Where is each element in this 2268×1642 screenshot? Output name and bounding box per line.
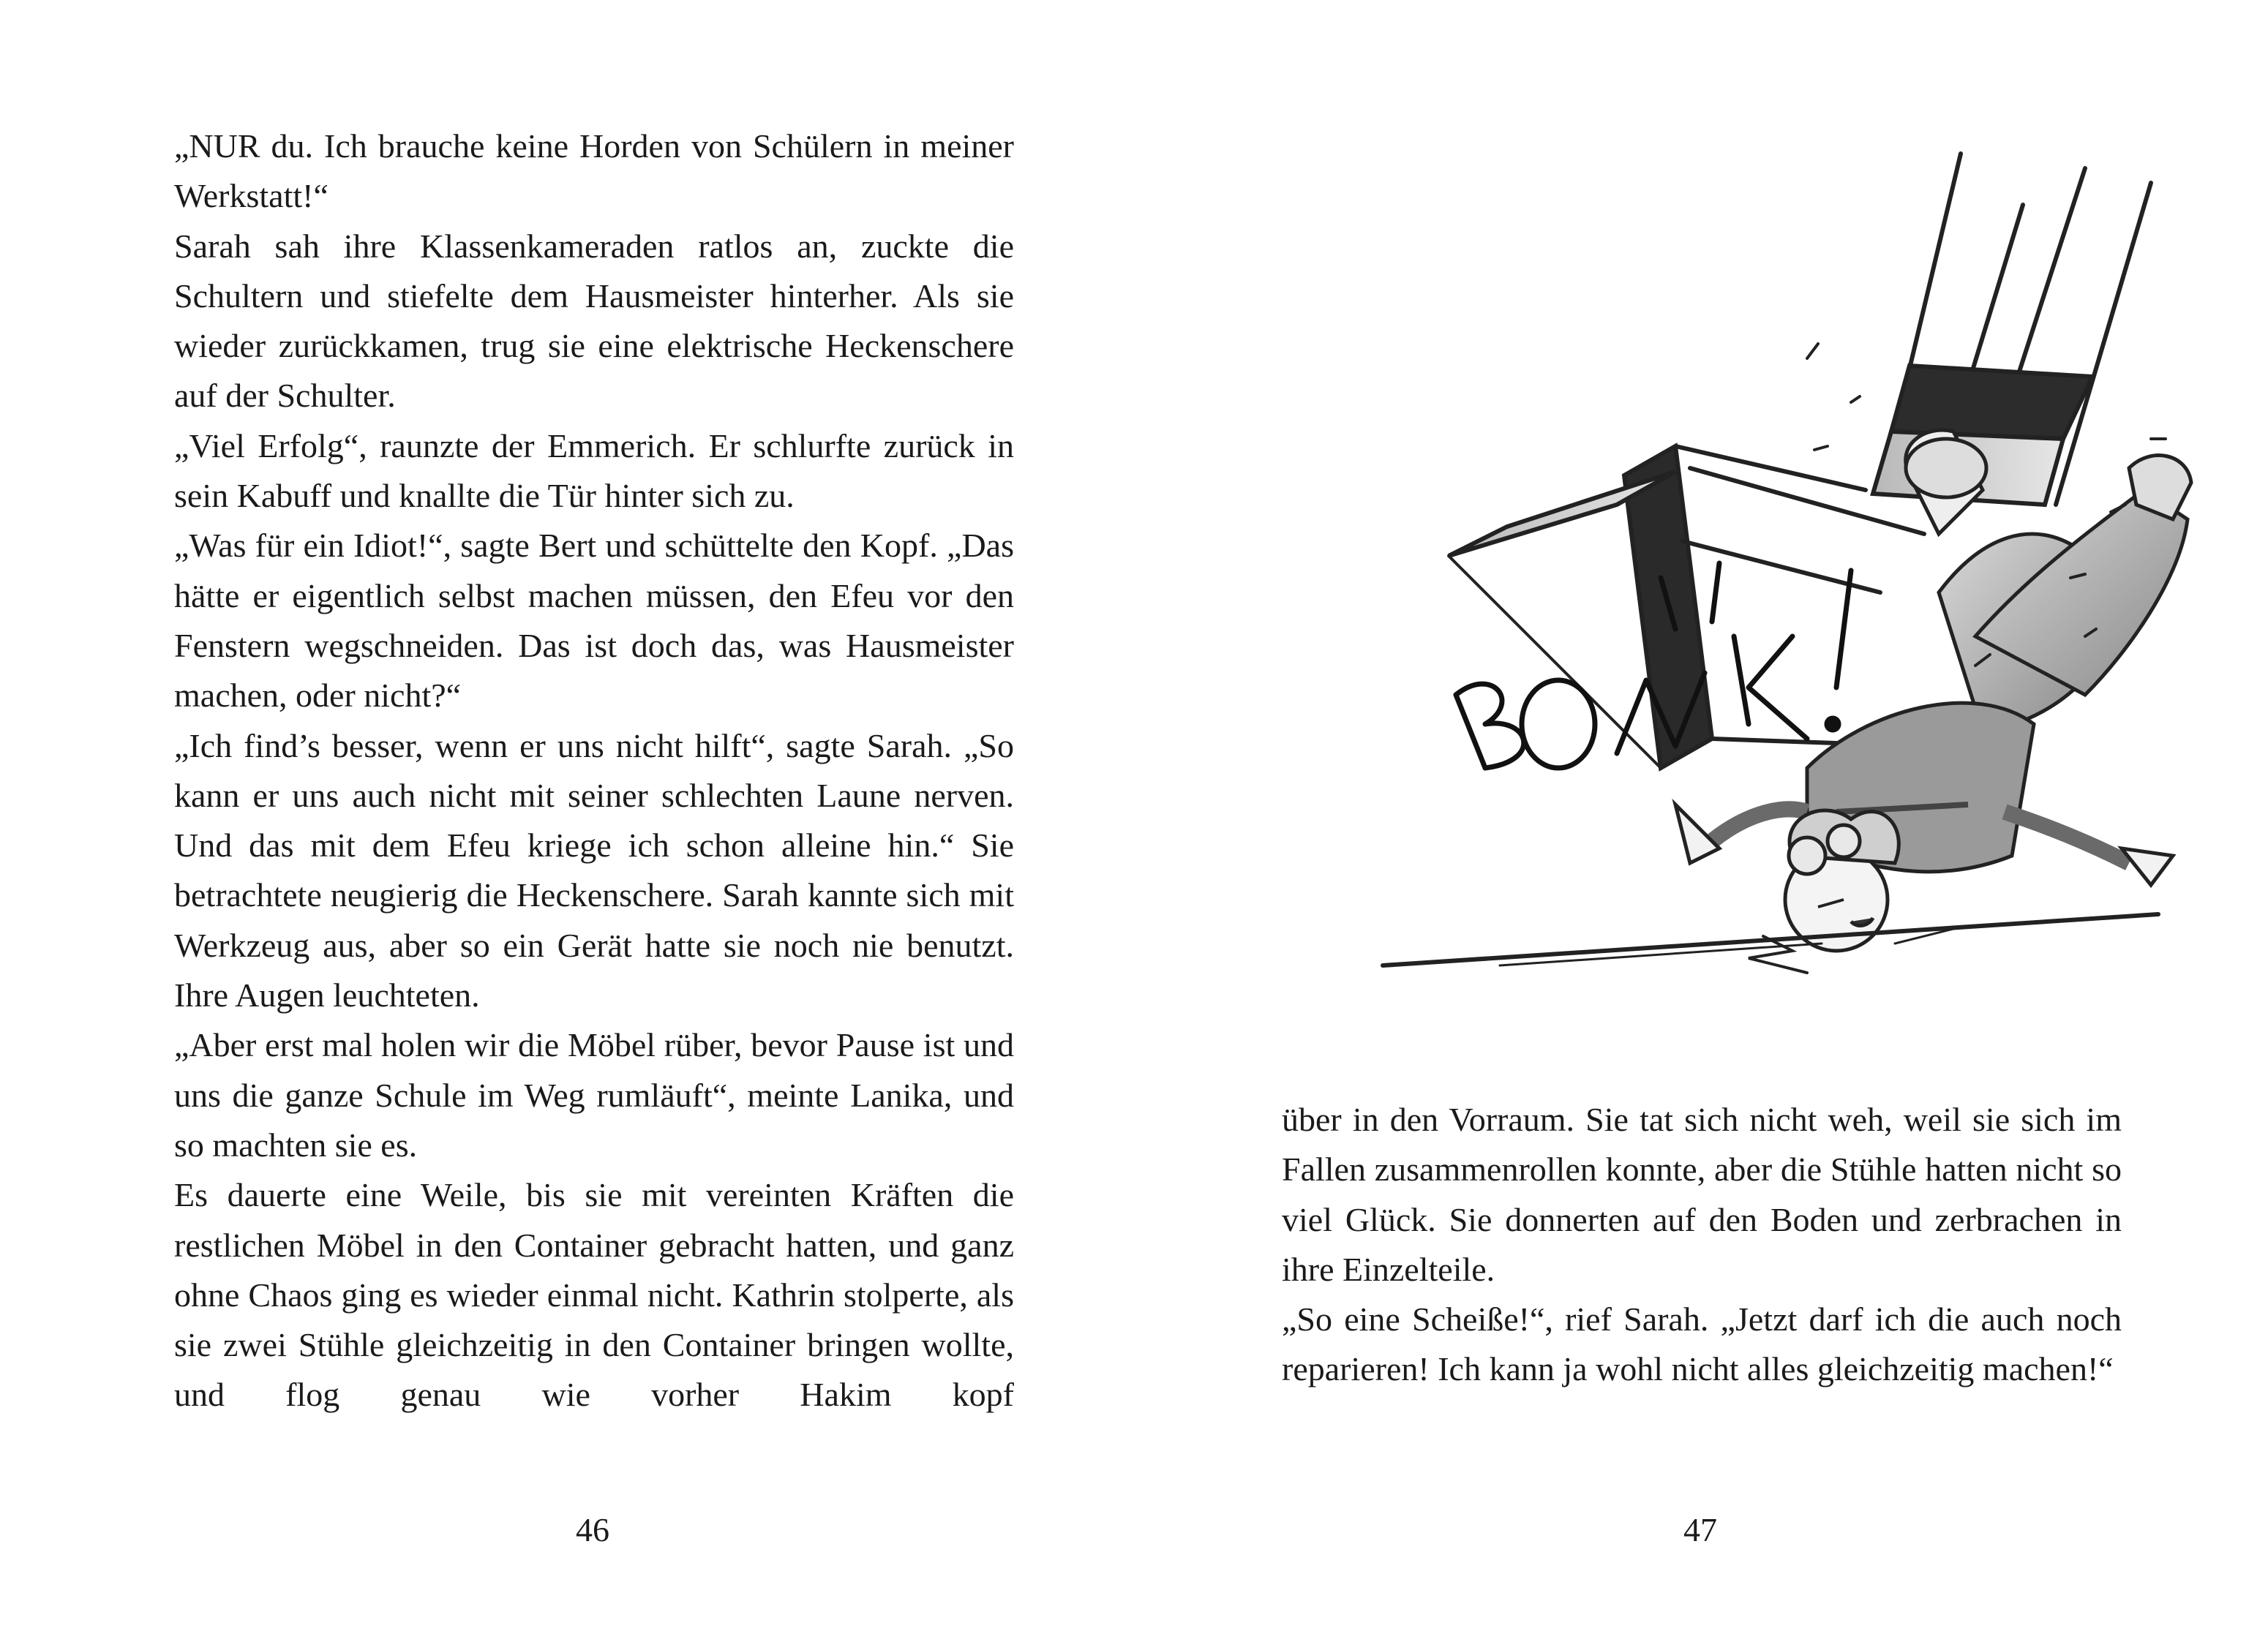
left-page-text [174,121,1014,1420]
girl-head [1785,810,1899,951]
page-number: 46 [576,1511,609,1548]
floor-lines [1383,914,2158,973]
right-page [1134,0,2268,1642]
right-page-text [1282,1095,2122,1395]
illustration-drawing [1207,124,2195,1002]
paragraph: Es dauerte eine Weile, bis sie mit vereinten Kräften die restlichen Möbel in den Container gebracht hatten, und ganz ohne Chaos ging es wieder einmal nicht. Kathrin stolperte, als sie zwei Stühle gleichzeitig in den Container bringen wollte, und flog genau wie vorher Hakim kopf [174,1176,1014,1414]
girl-torso [1675,703,2173,885]
paragraph: „Viel Erfolg“, raunzte der Emmerich. Er schlurfte zurück in sein Kabuff und knallte die Tür hinter sich zu. [174,426,1014,515]
paragraph: „Ich find’s besser, wenn er uns nicht hilft“, sagte Sarah. „So kann er uns auch nicht mit seiner schlechten Laune nerven. Und das mit dem Efeu kriege ich schon alleine hin.“ Sie betrachtete neugierig die Heckenschere. Sarah kannte sich mit Werkzeug aus, aber so ein Gerät hatte sie noch nie benutzt. Ihre Augen leuchteten. [174,726,1014,1014]
paragraph: Sarah sah ihre Klassenkameraden ratlos an, zuckte die Schultern und stiefelte dem Hausmeister hinterher. Als sie wieder zurückkamen, trug sie eine elektrische Heckenschere auf der Schulter. [174,227,1014,415]
paragraph: „So eine Scheiße!“, rief Sarah. „Jetzt darf ich die auch noch reparieren! Ich kann ja wohl nicht alles gleichzeitig machen!“ [1282,1300,2122,1388]
paragraph: „Was für ein Idiot!“, sagte Bert und schüttelte den Kopf. „Das hätte er eigentlich selbst machen müssen, den Efeu vor den Fenstern wegschneiden. Das ist doch das, was Hausmeister machen, oder nicht?“ [174,527,1014,715]
page-number: 47 [1683,1511,1717,1548]
paragraph: „Aber erst mal holen wir die Möbel rüber, bevor Pause ist und uns die ganze Schule im Weg rumläuft“, meinte Lanika, und so machten sie es. [174,1026,1014,1164]
falling-girl-chairs-illustration [1207,124,2195,1002]
paragraph: über in den Vorraum. Sie tat sich nicht weh, weil sie sich im Fallen zusammenrollen konnte, aber die Stühle hatten nicht so viel Glück. Sie donnerten auf den Boden und zerbrachen in ihre Einzelteile. [1282,1101,2122,1288]
paragraph: „NUR du. Ich brauche keine Horden von Schülern in meiner Werkstatt!“ [174,127,1014,215]
